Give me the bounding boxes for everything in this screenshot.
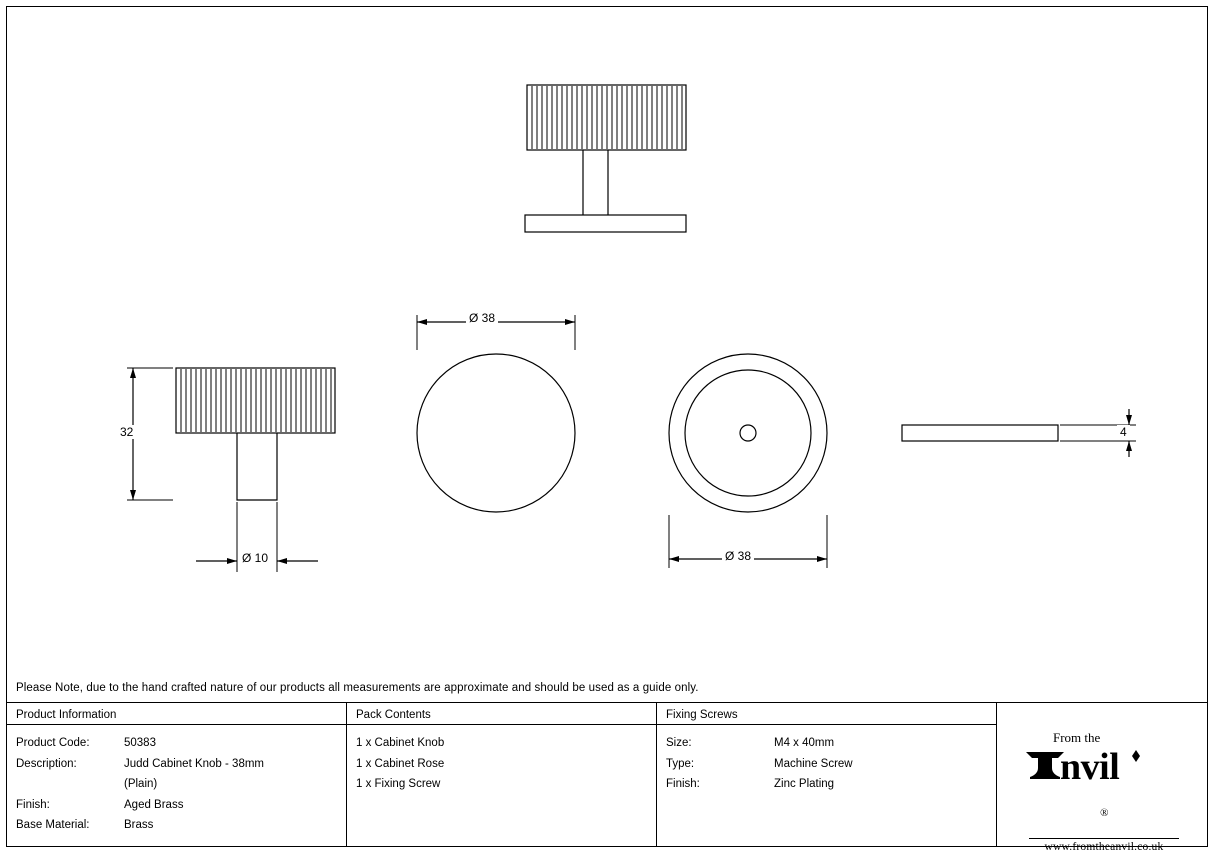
screw-type-label: Type: <box>666 757 695 770</box>
table-row <box>666 733 996 754</box>
info-table <box>7 703 1207 853</box>
product-information-body <box>7 725 346 836</box>
table-row <box>16 795 346 816</box>
base-material-value: Brass <box>124 819 154 831</box>
pack-contents-body <box>347 725 656 795</box>
svg-text:nvil: nvil <box>1060 746 1120 786</box>
table-row <box>16 754 346 775</box>
fixing-screws-body <box>657 725 996 795</box>
screw-size-value: M4 x 40mm <box>774 737 835 749</box>
table-row <box>666 754 996 775</box>
list-item: 1 x Cabinet Rose <box>356 757 445 770</box>
dimension-projection: 32 <box>117 425 136 439</box>
fixing-screws-column <box>657 703 997 846</box>
registered-mark: ® <box>1100 807 1108 819</box>
description-label: Description: <box>16 757 77 770</box>
pack-contents-column <box>347 703 657 846</box>
logo-divider <box>1029 838 1179 839</box>
measurement-note-bar <box>7 673 1207 703</box>
base-material-label: Base Material: <box>16 819 90 831</box>
dimension-front-diameter: Ø 38 <box>466 311 498 325</box>
dimension-stem-diameter: Ø 10 <box>239 551 271 565</box>
list-item: 1 x Cabinet Knob <box>356 737 445 749</box>
screw-finish-label: Finish: <box>666 778 700 790</box>
finish-label: Finish: <box>16 798 50 811</box>
screw-type-value: Machine Screw <box>774 757 853 770</box>
finish-value: Aged Brass <box>124 798 184 811</box>
description-value: Judd Cabinet Knob - 38mm <box>124 757 264 770</box>
brand-logo-column <box>997 703 1207 853</box>
list-item: 1 x Fixing Screw <box>356 778 441 790</box>
anvil-wordmark-icon <box>1024 744 1184 786</box>
product-information-heading: Product Information <box>7 703 346 725</box>
screw-finish-value: Zinc Plating <box>774 778 835 790</box>
fixing-screws-heading: Fixing Screws <box>657 703 996 725</box>
screw-size-label: Size: <box>666 737 692 749</box>
dimension-rose-diameter: Ø 38 <box>722 549 754 563</box>
product-code-label: Product Code: <box>16 737 90 749</box>
logo-url: www.fromtheanvil.co.uk <box>1044 841 1164 853</box>
pack-contents-heading: Pack Contents <box>347 703 656 725</box>
logo-from-the-text: From the <box>1053 730 1101 745</box>
table-row <box>16 815 346 836</box>
table-row <box>16 733 346 754</box>
product-code-value: 50383 <box>124 737 156 749</box>
description-value-continued: (Plain) <box>124 778 158 790</box>
from-the-anvil-logo <box>1019 731 1189 853</box>
product-information-column <box>7 703 347 846</box>
table-row <box>666 774 996 795</box>
measurement-note: Please Note, due to the hand crafted nature of our products all measurements are approximate and should be used as a guide only. <box>16 681 699 694</box>
dimension-rose-thickness: 4 <box>1117 425 1130 439</box>
